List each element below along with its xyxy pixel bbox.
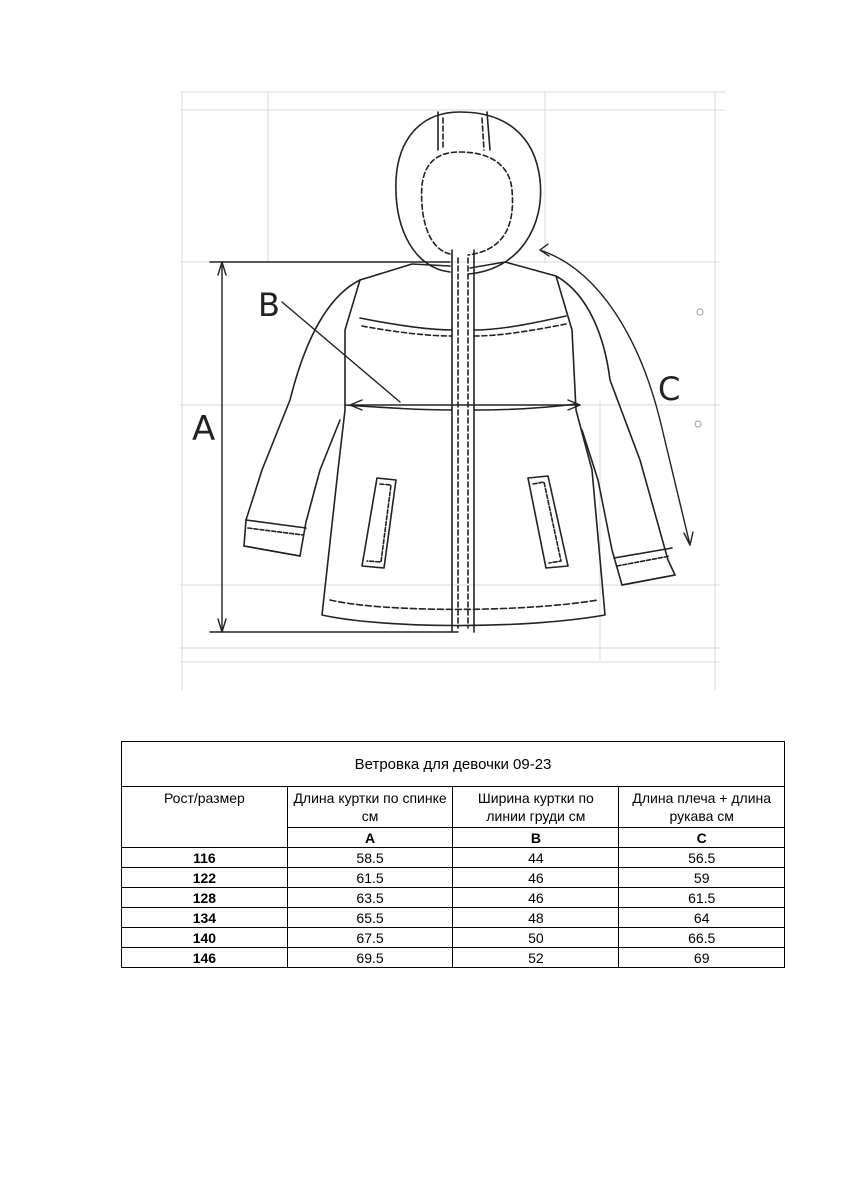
cell-size: 116 bbox=[122, 848, 288, 868]
cell-a: 67.5 bbox=[287, 928, 453, 948]
cell-a: 63.5 bbox=[287, 888, 453, 908]
cell-b: 46 bbox=[453, 888, 619, 908]
header-size: Рост/размер bbox=[122, 787, 288, 848]
cell-c: 69 bbox=[619, 948, 785, 968]
hood-outline bbox=[396, 112, 541, 274]
header-letter-b: B bbox=[453, 828, 619, 848]
label-c: C bbox=[658, 370, 681, 408]
cell-a: 65.5 bbox=[287, 908, 453, 928]
cell-a: 61.5 bbox=[287, 868, 453, 888]
right-sleeve bbox=[556, 276, 675, 585]
cell-c: 61.5 bbox=[619, 888, 785, 908]
hem-topstitch bbox=[330, 600, 598, 609]
table-row bbox=[122, 908, 785, 928]
cell-b: 50 bbox=[453, 928, 619, 948]
yoke-seam bbox=[360, 316, 566, 330]
table-row bbox=[122, 948, 785, 968]
header-sleeve: Длина плеча + длина рукава см bbox=[619, 787, 785, 828]
table-row bbox=[122, 928, 785, 948]
table-row bbox=[122, 888, 785, 908]
jacket-sketch bbox=[175, 85, 730, 700]
cell-c: 66.5 bbox=[619, 928, 785, 948]
cell-size: 122 bbox=[122, 868, 288, 888]
cell-b: 52 bbox=[453, 948, 619, 968]
left-pocket bbox=[362, 478, 396, 568]
header-letter-c: C bbox=[619, 828, 785, 848]
table-row bbox=[122, 848, 785, 868]
cell-c: 59 bbox=[619, 868, 785, 888]
cell-a: 58.5 bbox=[287, 848, 453, 868]
dimension-b bbox=[282, 302, 580, 410]
zipper-placket bbox=[452, 250, 474, 632]
header-length: Длина куртки по спинке см bbox=[287, 787, 453, 828]
left-cuff bbox=[244, 520, 306, 556]
cell-size: 140 bbox=[122, 928, 288, 948]
cell-size: 128 bbox=[122, 888, 288, 908]
cell-c: 56.5 bbox=[619, 848, 785, 868]
right-pocket bbox=[528, 476, 568, 568]
cell-a: 69.5 bbox=[287, 948, 453, 968]
cell-size: 146 bbox=[122, 948, 288, 968]
cell-c: 64 bbox=[619, 908, 785, 928]
label-b: B bbox=[258, 286, 280, 324]
label-a: A bbox=[192, 409, 216, 449]
header-letter-a: A bbox=[287, 828, 453, 848]
hood-inner-seam bbox=[422, 152, 513, 255]
size-table bbox=[121, 741, 785, 968]
cell-b: 46 bbox=[453, 868, 619, 888]
cell-b: 48 bbox=[453, 908, 619, 928]
cell-size: 134 bbox=[122, 908, 288, 928]
dimension-a bbox=[210, 262, 458, 632]
cell-b: 44 bbox=[453, 848, 619, 868]
table-title: Ветровка для девочки 09-23 bbox=[122, 742, 785, 787]
header-width: Ширина куртки по линии груди см bbox=[453, 787, 619, 828]
table-row bbox=[122, 868, 785, 888]
